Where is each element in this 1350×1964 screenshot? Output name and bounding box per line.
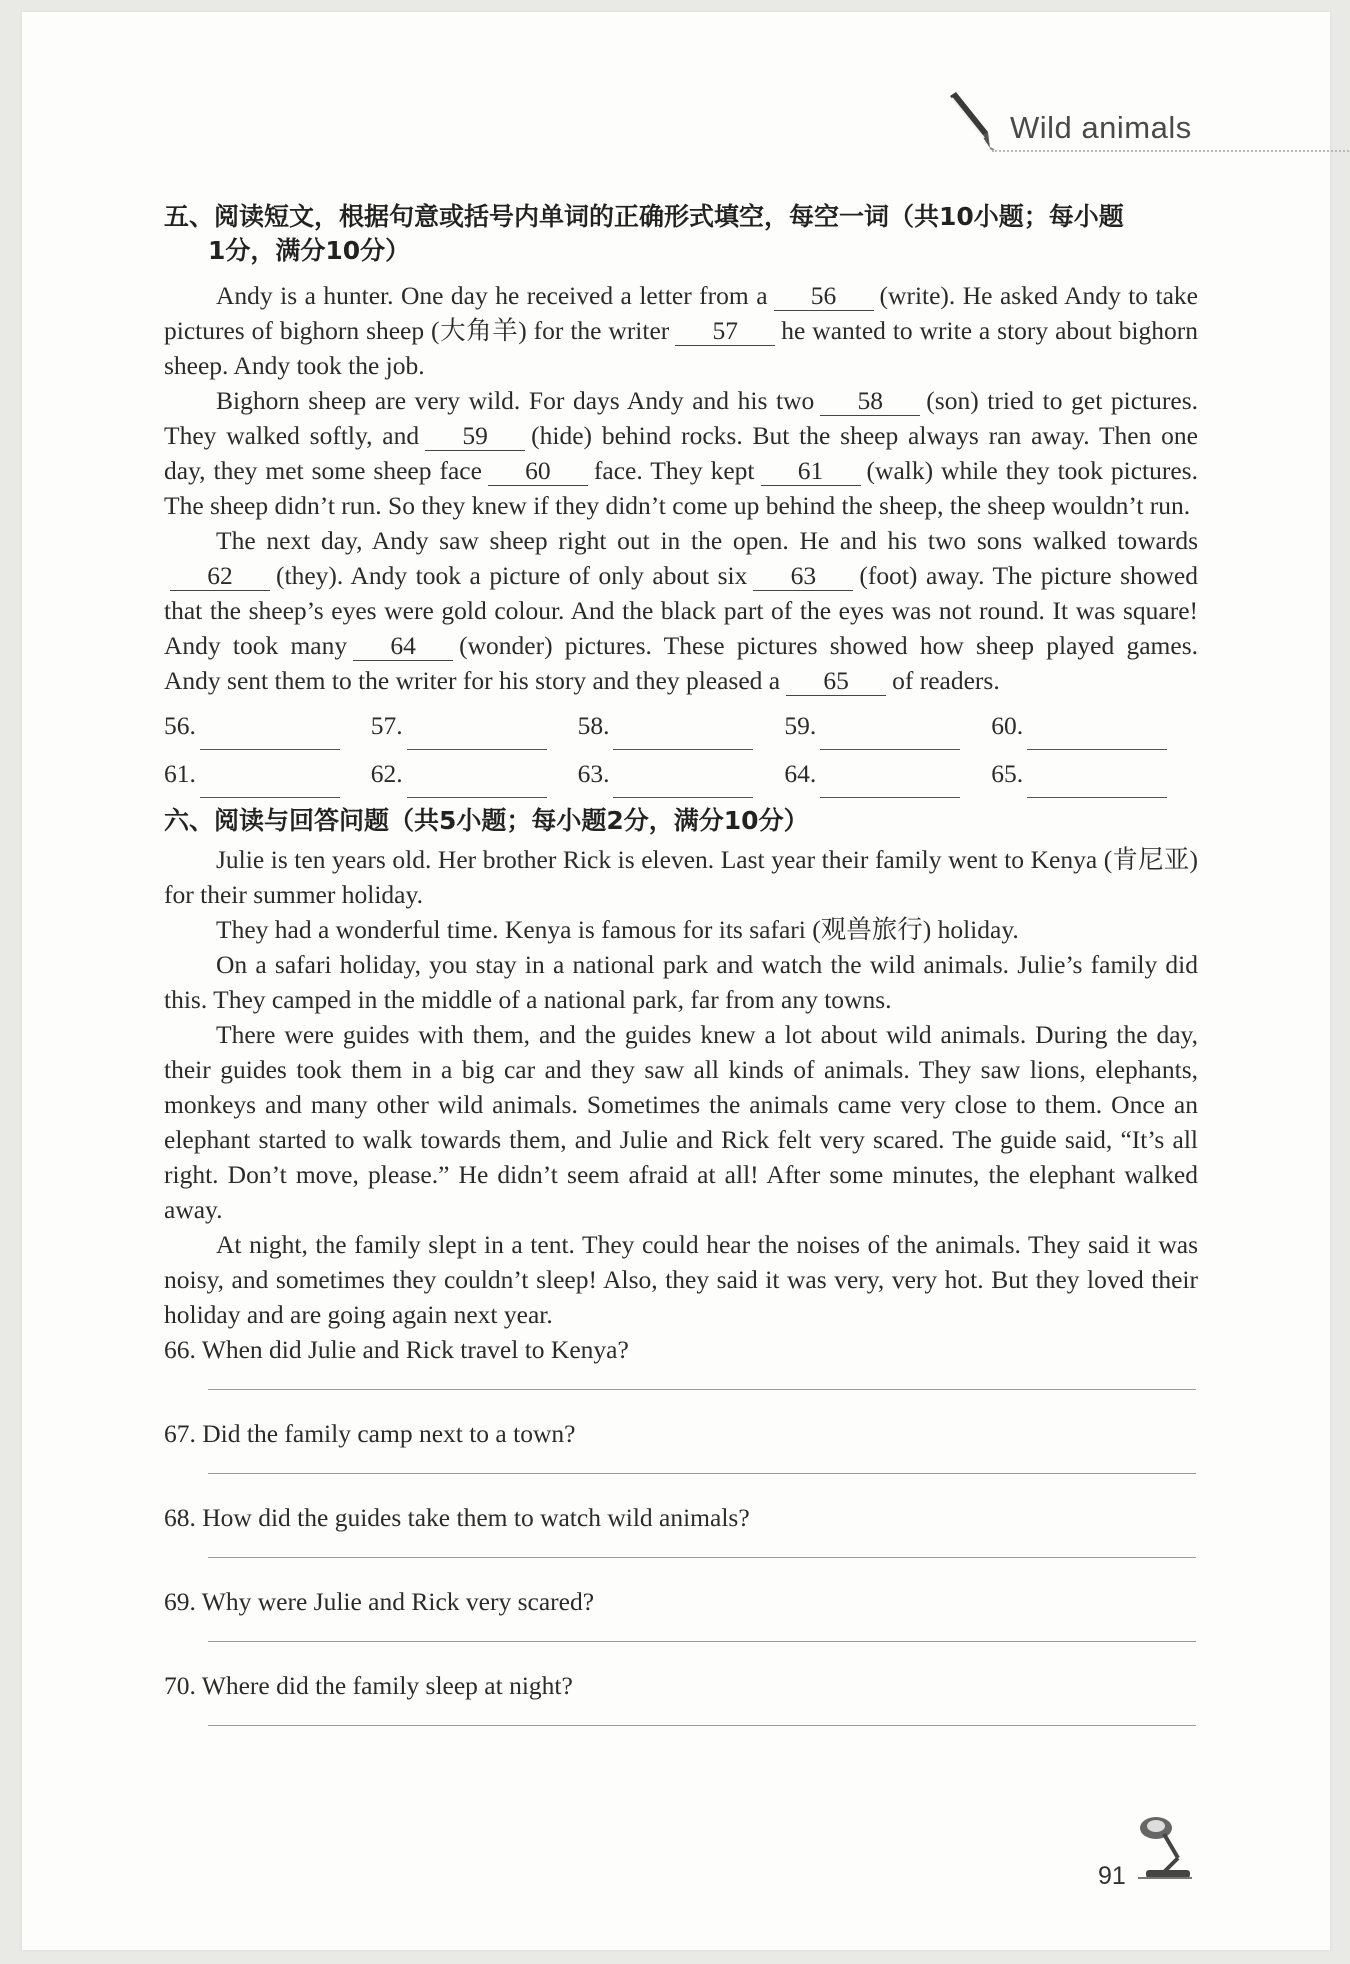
answer-line[interactable] [1027, 767, 1167, 798]
answer-label: 65. [991, 759, 1024, 788]
text-span: (walk) while they took pictures. The sheep didn’t run. So they knew if they didn’t come up behind the sheep, the sheep wouldn’t run. [164, 456, 1198, 520]
answer-line-67[interactable] [208, 1473, 1196, 1474]
answer-line[interactable] [407, 719, 547, 750]
answer-line-66[interactable] [208, 1389, 1196, 1390]
blank-61[interactable]: 61 [761, 457, 861, 486]
passage2-paragraph: There were guides with them, and the guides knew a lot about wild animals. During the day, their guides took them in a big car and they saw all kinds of animals. They saw lions, elephants, monkeys and many other wild animals. Sometimes the animals came very close to them. Once an elephant started to walk towards them, and Julie and Rick felt very scared. The guide said, “It’s all right. Don’t move, please.” He didn’t seem afraid at all! After some minutes, the elephant walked away. [164, 1020, 1198, 1224]
blank-63[interactable]: 63 [753, 562, 853, 591]
answer-line[interactable] [820, 719, 960, 750]
passage2-paragraph: They had a wonderful time. Kenya is famous for its safari (观兽旅行) holiday. [216, 915, 1019, 944]
blank-59[interactable]: 59 [425, 422, 525, 451]
answer-grid [164, 702, 1198, 798]
blank-64[interactable]: 64 [353, 632, 453, 661]
section6-heading: 六、阅读与回答问题（共5小题；每小题2分，满分10分） [164, 806, 809, 835]
answer-label: 60. [991, 711, 1024, 740]
text-span: (they). Andy took a picture of only about six [276, 561, 748, 590]
blank-57[interactable]: 57 [675, 317, 775, 346]
passage2 [164, 842, 1198, 1332]
question-67: 67. Did the family camp next to a town? [164, 1419, 576, 1448]
answer-line-68[interactable] [208, 1557, 1196, 1558]
question-69: 69. Why were Julie and Rick very scared? [164, 1587, 595, 1616]
answer-label: 58. [577, 711, 610, 740]
answer-line[interactable] [200, 719, 340, 750]
header-rule [992, 150, 1350, 152]
answer-line-70[interactable] [208, 1725, 1196, 1726]
answer-cell-61[interactable] [164, 750, 371, 798]
answer-cell-60[interactable] [991, 702, 1198, 750]
desk-lamp-icon [1134, 1812, 1194, 1882]
passage2-paragraph: On a safari holiday, you stay in a national park and watch the wild animals. Julie’s family did this. They camped in the middle of a national park, far from any towns. [164, 950, 1198, 1014]
text-span: Bighorn sheep are very wild. For days Andy and his two [216, 386, 815, 415]
blank-56[interactable]: 56 [774, 282, 874, 311]
question-70: 70. Where did the family sleep at night? [164, 1671, 573, 1700]
answer-label: 61. [164, 759, 196, 788]
answer-cell-57[interactable] [371, 702, 578, 750]
answer-label: 63. [577, 759, 610, 788]
text-span: he wanted to write a story about bighorn sheep. Andy took the job. [164, 316, 1199, 380]
pen-icon [942, 92, 1002, 152]
answer-label: 62. [370, 759, 403, 788]
answer-line[interactable] [820, 767, 960, 798]
text-span: Andy is a hunter. One day he received a letter from a [216, 281, 768, 310]
workbook-page [22, 12, 1330, 1950]
section5-heading [164, 200, 1198, 268]
blank-62[interactable]: 62 [170, 562, 270, 591]
blank-58[interactable]: 58 [820, 387, 920, 416]
blank-65[interactable]: 65 [786, 667, 886, 696]
answer-line[interactable] [613, 767, 753, 798]
answer-label: 59. [784, 711, 817, 740]
chapter-title: Wild animals [1010, 110, 1192, 145]
passage1-paragraph-2 [164, 383, 1198, 523]
text-span: (son) tried to get pictures. They walked softly, and [164, 386, 1198, 450]
passage2-paragraph: At night, the family slept in a tent. They could hear the noises of the animals. They said it was noisy, and sometimes they couldn’t sleep! Also, they said it was very, very hot. But they loved their holiday and are going again next year. [164, 1230, 1198, 1329]
text-span: The next day, Andy saw sheep right out in the open. He and his two sons walked towards [216, 526, 1198, 555]
text-span: (wonder) pictures. These pictures showed how sheep played games. Andy sent them to the writer for his story and they pleased a [164, 631, 1198, 695]
text-span: face. They kept [593, 456, 755, 485]
answer-cell-64[interactable] [784, 750, 991, 798]
question-list [164, 1332, 1198, 1726]
answer-row-1 [164, 702, 1198, 750]
answer-cell-56[interactable] [164, 702, 371, 750]
answer-cell-58[interactable] [578, 702, 785, 750]
answer-line-69[interactable] [208, 1641, 1196, 1642]
answer-line[interactable] [1027, 719, 1167, 750]
text-span: (write). He asked Andy to take pictures of bighorn sheep (大角羊) for the writer [164, 281, 1198, 345]
answer-line[interactable] [407, 767, 547, 798]
answer-row-2 [164, 750, 1198, 798]
page-header [942, 92, 1350, 162]
page-content [164, 200, 1198, 1752]
question-68: 68. How did the guides take them to watch wild animals? [164, 1503, 750, 1532]
answer-line[interactable] [613, 719, 753, 750]
passage2-paragraph: Julie is ten years old. Her brother Rick is eleven. Last year their family went to Kenya (肯尼亚) for their summer holiday. [164, 845, 1198, 909]
answer-label: 57. [370, 711, 403, 740]
answer-cell-59[interactable] [784, 702, 991, 750]
answer-cell-65[interactable] [991, 750, 1198, 798]
passage1-paragraph-3 [164, 523, 1198, 698]
text-span: of readers. [892, 666, 1000, 695]
answer-label: 56. [164, 711, 196, 740]
section5-heading-line2: 1分，满分10分） [208, 236, 411, 265]
answer-cell-62[interactable] [371, 750, 578, 798]
text-span: (foot) away. The picture showed that the sheep’s eyes were gold colour. And the black part of the eyes was not round. It was square! Andy took many [164, 561, 1198, 660]
text-span: (hide) behind rocks. But the sheep always ran away. Then one day, they met some sheep face [164, 421, 1198, 485]
section5-heading-line1: 五、阅读短文，根据句意或括号内单词的正确形式填空，每空一词（共10小题；每小题 [164, 202, 1124, 231]
blank-60[interactable]: 60 [488, 457, 588, 486]
answer-cell-63[interactable] [578, 750, 785, 798]
question-66: 66. When did Julie and Rick travel to Kenya? [164, 1335, 629, 1364]
answer-line[interactable] [200, 767, 340, 798]
answer-label: 64. [784, 759, 817, 788]
page-number: 91 [1098, 1862, 1126, 1890]
passage1-paragraph-1 [164, 278, 1198, 383]
